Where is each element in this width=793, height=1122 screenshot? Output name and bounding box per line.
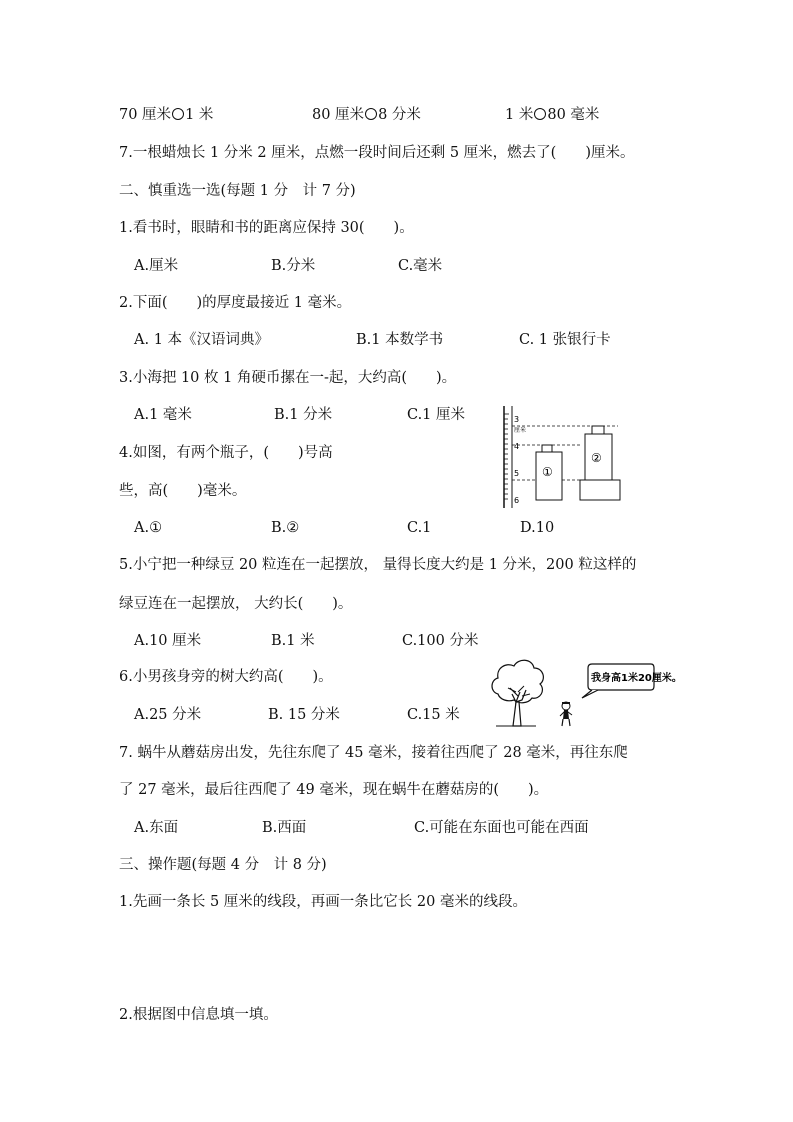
s2-q5-stem-line1: 5.小宁把一种绿豆 20 粒连在一起摆放， 量得长度大约是 1 分米，200 粒这样的 xyxy=(119,557,637,573)
tree-boy-figure xyxy=(488,656,682,728)
compare-item-1: 70 厘米 1 米 xyxy=(119,107,214,123)
compare-circle-1[interactable] xyxy=(172,108,184,120)
s2-q1-stem: 1.看书时，眼睛和书的距离应保持 30( )。 xyxy=(119,220,414,236)
s2-q2-stem: 2.下面( )的厚度最接近 1 毫米。 xyxy=(119,295,352,311)
s2-q1-option-b[interactable]: B.分米 xyxy=(271,258,316,274)
tree-icon xyxy=(492,660,543,726)
compare-circle-2[interactable] xyxy=(365,108,377,120)
s2-q3-option-c[interactable]: C.1 厘米 xyxy=(407,407,466,423)
compare-item-3: 1 米 80 毫米 xyxy=(505,107,600,123)
s2-q6-stem: 6.小男孩身旁的树大约高( )。 xyxy=(119,669,333,685)
s2-q2-option-a[interactable]: A. 1 本《汉语词典》 xyxy=(134,332,270,348)
boy-icon xyxy=(560,702,572,726)
ruler-number-5: 5 xyxy=(514,469,520,478)
ruler-number-4: 4 xyxy=(514,442,520,451)
s2-q3-option-a[interactable]: A.1 毫米 xyxy=(134,407,192,423)
s2-q5-option-c[interactable]: C.100 分米 xyxy=(402,633,479,649)
s2-q7-stem-line2: 了 27 毫米，最后往西爬了 49 毫米，现在蜗牛在蘑菇房的( )。 xyxy=(119,782,549,798)
s2-q4-stem-line1: 4.如图，有两个瓶子，( )号高 xyxy=(119,445,333,461)
s2-q4-option-d[interactable]: D.10 xyxy=(520,520,555,536)
s2-q5-option-b[interactable]: B.1 米 xyxy=(271,633,315,649)
s2-q4-option-b[interactable]: B.② xyxy=(271,520,300,536)
compare-circle-3[interactable] xyxy=(534,108,546,120)
compare-item-2: 80 厘米 8 分米 xyxy=(312,107,421,123)
speech-text: 我身高1米20厘米。 xyxy=(591,673,682,684)
s2-q6-option-c[interactable]: C.15 米 xyxy=(407,707,460,723)
s2-q6-option-a[interactable]: A.25 分米 xyxy=(134,707,202,723)
bottle-2-label: ② xyxy=(591,451,602,465)
s2-q6-option-b[interactable]: B. 15 分米 xyxy=(268,707,340,723)
s3-q1: 1.先画一条长 5 厘米的线段，再画一条比它长 20 毫米的线段。 xyxy=(119,894,527,910)
s2-q7-option-c[interactable]: C.可能在东面也可能在西面 xyxy=(414,820,589,836)
s2-q3-stem: 3.小海把 10 枚 1 角硬币摞在一-起，大约高( )。 xyxy=(119,370,457,386)
s2-q1-option-c[interactable]: C.毫米 xyxy=(398,258,443,274)
speech-bubble xyxy=(582,664,682,698)
s2-q2-option-b[interactable]: B.1 本数学书 xyxy=(356,332,444,348)
bottles-ruler-figure xyxy=(500,404,625,510)
fill-question-7: 7.一根蜡烛长 1 分米 2 厘米，点燃一段时间后还剩 5 厘米，燃去了( )厘米。 xyxy=(119,145,635,161)
s2-q4-stem-line2: 些，高( )毫米。 xyxy=(119,483,247,499)
s2-q5-option-a[interactable]: A.10 厘米 xyxy=(134,633,202,649)
s2-q3-option-b[interactable]: B.1 分米 xyxy=(274,407,333,423)
s3-q2: 2.根据图中信息填一填。 xyxy=(119,1007,278,1023)
s2-q5-stem-line2: 绿豆连在一起摆放， 大约长( )。 xyxy=(119,596,353,612)
s2-q2-option-c[interactable]: C. 1 张银行卡 xyxy=(519,332,611,348)
ruler-number-3: 3 xyxy=(514,415,520,424)
section-3-title: 三、操作题(每题 4 分 计 8 分) xyxy=(119,857,327,873)
section-2-title: 二、慎重选一选(每题 1 分 计 7 分) xyxy=(119,183,356,199)
s2-q4-option-a[interactable]: A.① xyxy=(134,520,163,536)
s2-q1-option-a[interactable]: A.厘米 xyxy=(134,258,179,274)
s2-q7-stem-line1: 7. 蜗牛从蘑菇房出发，先往东爬了 45 毫米，接着往西爬了 28 毫米，再往东爬 xyxy=(119,745,628,761)
s2-q7-option-a[interactable]: A.东面 xyxy=(134,820,179,836)
s2-q4-option-c[interactable]: C.1 xyxy=(407,520,432,536)
ruler-unit-label: 厘米 xyxy=(514,427,527,434)
ruler-number-6: 6 xyxy=(514,496,520,505)
s2-q7-option-b[interactable]: B.西面 xyxy=(262,820,307,836)
bottle-1-label: ① xyxy=(542,465,553,479)
